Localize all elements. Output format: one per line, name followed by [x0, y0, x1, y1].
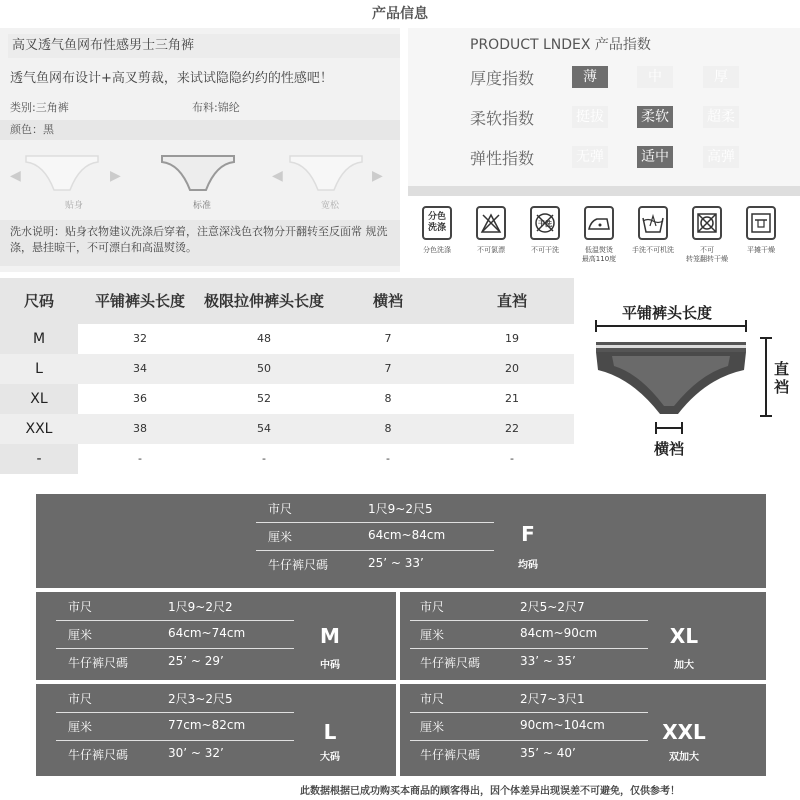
size-unit-label: 牛仔裤尺碼 — [268, 558, 329, 572]
size-code-subtitle: 加大 — [674, 660, 694, 671]
size-code-subtitle: 大码 — [320, 752, 340, 763]
fit-selector — [0, 150, 400, 216]
measure-cell: 36 — [133, 392, 147, 405]
attribute-row — [0, 98, 400, 118]
size-range-value: 2尺7~3尺1 — [520, 692, 585, 706]
size-unit-label: 牛仔裤尺碼 — [68, 656, 129, 670]
size-cell: L — [0, 354, 78, 384]
diagram-bottom-label: 横裆 — [654, 440, 685, 458]
fit-label: 宽松 — [320, 201, 339, 211]
size-range-value: 1尺9~2尺5 — [368, 502, 433, 516]
low-iron-icon — [584, 206, 614, 240]
size-unit-label: 牛仔裤尺碼 — [420, 656, 481, 670]
size-table — [0, 278, 546, 476]
size-unit-label: 市尺 — [268, 502, 293, 516]
size-unit-label: 厘米 — [420, 720, 445, 734]
thickness-option: 薄 — [572, 66, 608, 88]
color-label: 颜色：黑 — [10, 123, 54, 136]
wash-instructions: 洗水说明：贴身衣物建议洗涤后穿着，注意深浅色衣物分开翻转至反面常 规洗涤，悬挂晾干，不可漂白和高温熨烫。 — [0, 220, 400, 266]
measure-cell: - — [510, 452, 514, 465]
size-range-value: 2尺3~2尺5 — [168, 692, 233, 706]
size-range-value: 90cm~104cm — [520, 718, 605, 732]
row-divider — [410, 740, 648, 741]
size-unit-label: 厘米 — [420, 628, 445, 642]
size-chart — [0, 494, 800, 800]
care-item: 干洗 不可干洗 — [524, 206, 566, 272]
softness-option: 超柔 — [703, 106, 739, 128]
measure-cell: 7 — [326, 354, 450, 384]
size-code-subtitle: 中码 — [320, 660, 340, 671]
size-code: F — [521, 522, 535, 546]
product-tagline: 透气鱼网布设计+高叉剪裁，来试试隐隐约约的性感吧！ — [10, 71, 333, 86]
measure-cell: 54 — [202, 414, 326, 444]
table-header: 尺码 — [0, 278, 78, 324]
size-cell: M — [0, 324, 78, 354]
row-divider — [56, 648, 294, 649]
elasticity-option: 高弹 — [703, 146, 739, 168]
measure-cell: 48 — [257, 332, 271, 345]
arrow-left-icon: ◀ — [272, 168, 283, 184]
size-cell: - — [0, 444, 78, 474]
product-name: 高叉透气鱼网布性感男士三角裤 — [8, 34, 400, 58]
row-divider — [56, 740, 294, 741]
measure-cell: 22 — [450, 414, 574, 444]
elasticity-option: 适中 — [637, 146, 673, 168]
divider — [408, 186, 800, 196]
care-item: 不可 转笼翻转干燥 — [686, 206, 728, 272]
brief-fit-icon — [22, 150, 102, 198]
diagram-top-label: 平铺裤头长度 — [622, 304, 713, 322]
brief-fit-icon — [286, 150, 366, 198]
care-item: 不可氯漂 — [470, 206, 512, 272]
softness-option: 柔软 — [637, 106, 673, 128]
measure-cell: 50 — [202, 354, 326, 384]
measure-cell: 32 — [133, 332, 147, 345]
measure-cell: - — [386, 452, 390, 465]
size-code-subtitle: 双加大 — [669, 752, 699, 763]
size-unit-label: 市尺 — [420, 692, 445, 706]
size-range-value: 33’ ~ 35’ — [520, 654, 576, 668]
size-unit-label: 厘米 — [268, 530, 293, 544]
size-code: XXL — [662, 720, 706, 744]
size-code: M — [320, 624, 340, 648]
index-title: PRODUCT LNDEX 产品指数 — [470, 37, 651, 53]
softness-option: 挺拔 — [572, 106, 608, 128]
table-header: 横裆 — [326, 278, 450, 324]
measure-cell: - — [138, 452, 142, 465]
table-header: 极限拉伸裤头长度 — [202, 278, 326, 324]
row-divider — [410, 648, 648, 649]
category-label: 类别:三角裤 — [10, 101, 69, 114]
arrow-left-icon: ◀ — [10, 168, 21, 184]
svg-text:干洗: 干洗 — [538, 220, 552, 228]
measure-cell: 38 — [78, 414, 202, 444]
softness-label: 柔软指数 — [470, 109, 535, 128]
brief-fit-icon — [158, 150, 238, 198]
size-unit-label: 市尺 — [420, 600, 445, 614]
measure-cell: 19 — [505, 332, 519, 345]
row-divider — [410, 620, 648, 621]
size-range-value: 25’ ~ 33’ — [368, 556, 424, 570]
thickness-label: 厚度指数 — [470, 69, 535, 88]
row-divider — [56, 712, 294, 713]
no-dry-clean-icon — [530, 206, 560, 240]
size-unit-label: 牛仔裤尺碼 — [420, 748, 481, 762]
size-range-value: 64cm~84cm — [368, 528, 446, 542]
care-item: 手洗不可机洗 — [632, 206, 674, 272]
hand-wash-icon — [638, 206, 668, 240]
row-divider — [256, 522, 494, 523]
care-item: 平摊干燥 — [740, 206, 782, 272]
measure-cell: 8 — [326, 414, 450, 444]
size-unit-label: 市尺 — [68, 692, 93, 706]
fit-label: 标准 — [192, 201, 211, 211]
arrow-right-icon: ▶ — [372, 168, 383, 184]
size-unit-label: 市尺 — [68, 600, 93, 614]
fabric-label: 布料:锦纶 — [192, 101, 240, 114]
flat-dry-icon — [746, 206, 776, 240]
size-cell: XL — [0, 384, 78, 414]
elasticity-option: 无弹 — [572, 146, 608, 168]
measurement-diagram — [582, 290, 800, 466]
section-title: 产品信息 — [372, 6, 428, 22]
separate-wash-icon: 分色 洗涤 — [422, 206, 452, 240]
measure-cell: - — [262, 452, 266, 465]
size-range-value: 77cm~82cm — [168, 718, 246, 732]
row-divider — [56, 620, 294, 621]
table-header: 直裆 — [450, 278, 574, 324]
size-range-value: 25’ ~ 29’ — [168, 654, 224, 668]
measure-cell: 8 — [384, 392, 392, 405]
measure-cell: 21 — [505, 392, 519, 405]
no-bleach-icon — [476, 206, 506, 240]
disclaimer: 此数据根据已成功购买本商品的顾客得出，因个体差异出现误差不可避免，仅供参考！ — [300, 786, 680, 797]
care-instructions — [408, 200, 800, 272]
arrow-right-icon: ▶ — [110, 168, 121, 184]
size-unit-label: 牛仔裤尺碼 — [68, 748, 129, 762]
attribute-row — [0, 120, 400, 140]
size-code: XL — [669, 624, 699, 648]
measure-cell: 20 — [450, 354, 574, 384]
measure-cell: 52 — [257, 392, 271, 405]
thickness-option: 中 — [637, 66, 673, 88]
elasticity-label: 弹性指数 — [470, 149, 535, 168]
size-unit-label: 厘米 — [68, 720, 93, 734]
size-unit-label: 厘米 — [68, 628, 93, 642]
measure-cell: 7 — [384, 332, 392, 345]
row-divider — [256, 550, 494, 551]
size-cell: XXL — [0, 414, 78, 444]
table-header: 平铺裤头长度 — [78, 278, 202, 324]
row-divider — [410, 712, 648, 713]
size-code: L — [323, 720, 337, 744]
size-range-value: 2尺5~2尺7 — [520, 600, 585, 614]
no-tumble-dry-icon — [692, 206, 722, 240]
measure-cell: 34 — [78, 354, 202, 384]
size-range-value: 35’ ~ 40’ — [520, 746, 576, 760]
size-range-value: 30’ ~ 32’ — [168, 746, 224, 760]
diagram-side-label: 直 裆 — [774, 360, 790, 396]
care-item: 低温熨烫 最高110度 — [578, 206, 620, 272]
size-code-subtitle: 均码 — [518, 560, 538, 571]
size-range-value: 64cm~74cm — [168, 626, 246, 640]
care-item: 分色 洗涤 分色洗涤 — [416, 206, 458, 272]
thickness-option: 厚 — [703, 66, 739, 88]
size-range-value: 1尺9~2尺2 — [168, 600, 233, 614]
fit-label: 贴身 — [64, 201, 83, 211]
size-range-value: 84cm~90cm — [520, 626, 598, 640]
